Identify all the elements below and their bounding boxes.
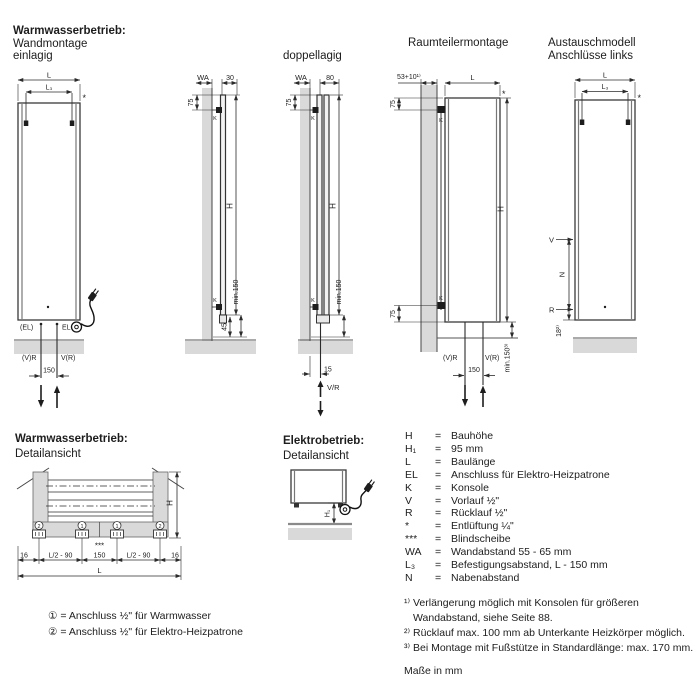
dim-16-right: 16 xyxy=(171,552,179,560)
legend-text: Wandabstand 55 - 65 mm xyxy=(451,546,572,559)
connection-notes xyxy=(48,609,243,640)
dim-75: 75 xyxy=(188,98,195,107)
legend-sym: N xyxy=(405,571,413,584)
diagram-detail-elektro xyxy=(288,470,376,540)
floor xyxy=(573,339,637,353)
label-r: R xyxy=(549,305,555,315)
radiator-body xyxy=(445,98,500,322)
dim-L2-90-right: L/2 - 90 xyxy=(126,552,151,560)
note-warmwasser xyxy=(48,609,243,625)
legend-text: Rücklauf ½" xyxy=(451,507,508,520)
radiator-tube-rear xyxy=(317,95,322,315)
dim-150: 150 xyxy=(43,367,55,375)
dim-L: L xyxy=(470,73,475,82)
title-line: Detailansicht xyxy=(15,448,81,460)
floor xyxy=(288,528,352,540)
radiator-body xyxy=(575,100,635,320)
legend-text: Entlüftung ¼" xyxy=(451,520,514,533)
dim-L: L xyxy=(97,566,102,575)
bracket xyxy=(24,121,29,127)
dim-18: 18²⁾ xyxy=(556,325,563,337)
legend-row xyxy=(405,482,697,495)
vent-star: * xyxy=(502,89,506,99)
blind-plug-stars: *** xyxy=(94,541,105,551)
dim-30: 30 xyxy=(226,75,234,82)
bracket xyxy=(580,120,585,126)
legend-eq: = xyxy=(435,430,442,442)
dim-L: L xyxy=(602,70,608,80)
legend-text: Nabenabstand xyxy=(451,571,520,584)
dim-75: 75 xyxy=(286,98,293,107)
legend-row xyxy=(405,546,697,559)
dim-H: H xyxy=(328,203,338,209)
dim-150: 150 xyxy=(468,367,480,374)
legend-row xyxy=(405,443,697,456)
title-line: Anschlüsse links xyxy=(548,49,634,62)
title-line: Elektrobetrieb: xyxy=(283,435,365,447)
title-line: Raumteilermontage xyxy=(408,37,509,49)
legend-sym: L xyxy=(405,455,411,468)
footnotes xyxy=(404,596,694,679)
diagram-wandmontage-front xyxy=(14,71,100,409)
legend-row xyxy=(405,456,697,469)
legend-sym: * xyxy=(405,520,410,533)
legend-row xyxy=(405,572,697,585)
legend-row xyxy=(405,520,697,533)
title-line: einlagig xyxy=(13,50,53,62)
legend-text: 95 mm xyxy=(451,442,484,455)
legend-row xyxy=(405,469,697,482)
wall xyxy=(202,88,212,354)
flow-arrow-down xyxy=(462,399,468,407)
callout-1: 1 xyxy=(115,523,119,530)
legend-eq: = xyxy=(435,571,442,584)
legend-text: Konsole xyxy=(451,481,489,494)
bracket xyxy=(438,302,446,309)
dim-53-10: 53+10¹⁾ xyxy=(397,74,421,81)
bracket xyxy=(70,121,75,127)
legend-eq: = xyxy=(435,455,442,468)
title-line: Detailansicht xyxy=(283,450,349,462)
legend-row xyxy=(405,495,697,508)
flow-arrow-up xyxy=(480,386,486,394)
dim-16-left: 16 xyxy=(20,552,28,560)
plug-icon xyxy=(88,288,100,302)
legend-sym: H xyxy=(405,430,413,442)
circle-1-symbol: ① xyxy=(48,610,58,622)
label-vr: V/R xyxy=(327,383,340,392)
callout-2: 2 xyxy=(158,523,162,530)
legend-eq: = xyxy=(435,533,442,546)
legend-sym: V xyxy=(405,494,413,507)
bracket xyxy=(438,106,446,113)
footnote-1-cont: Wandabstand, siehe Seite 88. xyxy=(413,612,553,624)
diagram-detail-warmwasser xyxy=(17,468,184,580)
title-line: doppellagig xyxy=(283,50,342,62)
legend-row xyxy=(405,430,697,443)
dim-min150: min.150³⁾ xyxy=(504,343,512,373)
legend-text: Bauhöhe xyxy=(451,430,494,442)
label-vr-right: V(R) xyxy=(61,355,76,362)
dim-N: N xyxy=(557,271,567,278)
heating-cartridge xyxy=(72,322,82,332)
power-cable xyxy=(350,490,367,509)
bracket xyxy=(313,304,319,310)
legend-eq: = xyxy=(435,481,442,494)
radiator-bottom xyxy=(291,470,346,503)
flow-arrow-down xyxy=(318,410,324,417)
title-line: Warmwasserbetrieb: xyxy=(13,25,126,37)
bottom-collector xyxy=(33,522,168,537)
title-line: Warmwasserbetrieb: xyxy=(15,433,128,445)
flow-arrow-up xyxy=(318,381,324,388)
footnote-2: ²⁾ Rücklauf max. 100 mm ab Unterkante Heizkörper möglich. xyxy=(404,627,685,639)
konsole-mark: K xyxy=(439,296,443,302)
dim-75-top: 75 xyxy=(390,100,397,108)
heating-cartridge xyxy=(340,505,350,515)
legend-sym: *** xyxy=(405,533,418,546)
callout-2: 2 xyxy=(37,523,41,530)
vent-star: * xyxy=(637,93,642,103)
dim-150: 150 xyxy=(93,552,106,560)
dim-L: L xyxy=(46,70,52,80)
bracket xyxy=(216,304,222,310)
dim-L2-90-left: L/2 - 90 xyxy=(48,552,73,560)
legend-eq: = xyxy=(435,507,442,520)
label-vr-left: (V)R xyxy=(443,355,458,362)
dim-min150: min.150 xyxy=(233,279,240,305)
legend-text: Befestigungsabstand, L - 150 mm xyxy=(451,559,608,572)
label-vr-right: V(R) xyxy=(485,355,500,362)
floor xyxy=(298,341,353,354)
flow-arrow-up xyxy=(54,386,60,394)
dim-80: 80 xyxy=(326,75,334,82)
bracket xyxy=(313,107,319,113)
legend-sym: K xyxy=(405,481,413,494)
legend-row xyxy=(405,507,697,520)
legend-sym: WA xyxy=(405,546,422,559)
diagram-wandmontage-side xyxy=(185,73,256,354)
callout-1: 1 xyxy=(80,523,84,530)
legend-eq: = xyxy=(435,494,442,507)
title-line: Wandmontage xyxy=(13,37,88,50)
dim-H: H xyxy=(496,206,506,212)
diagram-doppellagig-side xyxy=(286,73,353,417)
konsole-mark: K xyxy=(311,116,315,122)
footnote-3: ³⁾ Bei Montage mit Fußstütze in Standardlänge: max. 170 mm. xyxy=(404,642,694,654)
dim-L3: L₃ xyxy=(45,84,53,92)
dim-45: 45 xyxy=(221,323,229,331)
dim-min150: min.150 xyxy=(336,279,343,305)
footnote-1: ¹⁾ Verlängerung möglich mit Konsolen für größeren xyxy=(404,597,639,609)
legend-sym: L₃ xyxy=(405,559,416,572)
radiator-body xyxy=(18,103,80,320)
legend-text: Anschluss für Elektro-Heizpatrone xyxy=(451,468,610,481)
legend xyxy=(405,430,697,585)
bracket xyxy=(216,107,222,113)
legend-eq: = xyxy=(435,559,442,572)
dim-H1: H₁ xyxy=(324,509,332,518)
dim-WA: WA xyxy=(197,73,209,82)
legend-sym: R xyxy=(405,507,413,520)
label-v: V xyxy=(549,235,555,245)
power-cable xyxy=(82,300,95,326)
floor xyxy=(185,341,256,354)
legend-eq: = xyxy=(435,546,442,559)
dim-15: 15 xyxy=(324,366,332,374)
units-note: Maße in mm xyxy=(404,665,463,677)
note-text: = Anschluss ½" für Warmwasser xyxy=(60,610,212,622)
konsole-mark: K xyxy=(311,298,315,304)
legend-eq: = xyxy=(435,468,442,481)
floor xyxy=(14,341,84,354)
diagram-austausch xyxy=(549,71,642,354)
legend-row xyxy=(405,533,697,546)
label-el-right: EL xyxy=(62,324,71,332)
konsole-mark: K xyxy=(213,116,217,122)
legend-text: Baulänge xyxy=(451,455,496,468)
label-el-left: (EL) xyxy=(20,324,34,332)
konsole-mark: K xyxy=(439,118,443,124)
dim-WA: WA xyxy=(295,73,307,82)
note-text: = Anschluss ½" für Elektro-Heizpatrone xyxy=(60,625,243,638)
title-line: Austauschmodell xyxy=(548,37,636,49)
label-vr-left: (V)R xyxy=(22,355,37,362)
legend-sym: H₁ xyxy=(405,442,417,455)
vent-star: * xyxy=(82,93,87,103)
legend-text: Blindscheibe xyxy=(451,533,511,546)
bracket xyxy=(626,120,631,126)
note-elektro xyxy=(48,625,243,641)
dim-H: H xyxy=(225,203,235,209)
diagram-raumteiler xyxy=(390,73,518,407)
legend-row xyxy=(405,559,697,572)
divider-wall xyxy=(421,85,437,352)
dim-L3: L₃ xyxy=(601,84,609,91)
dim-H: H xyxy=(165,500,175,506)
dim-75-bottom: 75 xyxy=(390,310,397,318)
legend-text: Vorlauf ½" xyxy=(451,494,500,507)
legend-eq: = xyxy=(435,520,442,533)
circle-2-symbol: ② xyxy=(48,625,58,638)
legend-eq: = xyxy=(435,442,442,455)
flow-arrow-down xyxy=(38,400,44,408)
konsole-mark: K xyxy=(213,298,217,304)
legend-sym: EL xyxy=(405,468,418,481)
wall xyxy=(300,88,310,354)
